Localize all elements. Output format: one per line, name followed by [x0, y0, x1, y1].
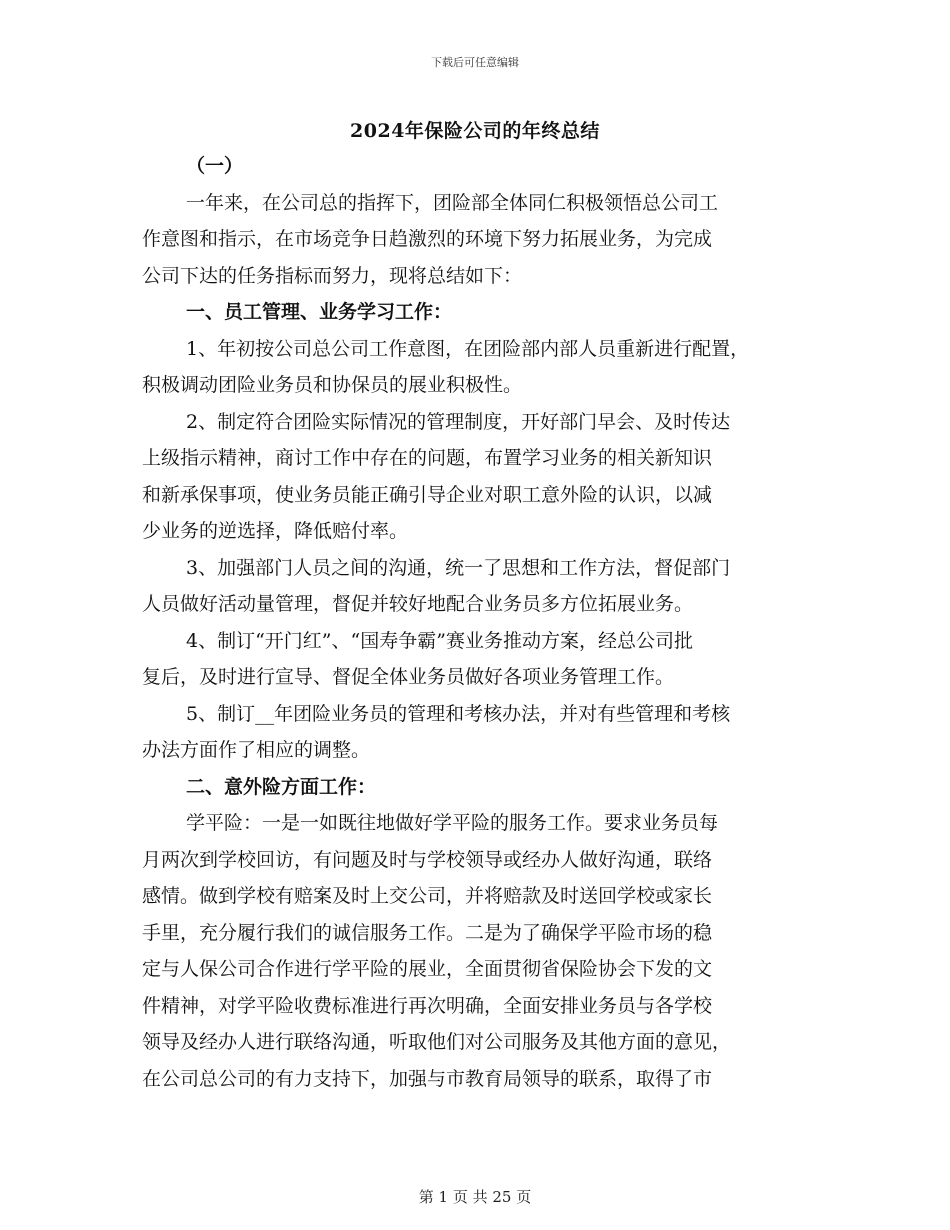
- body-text-line: 作意图和指示，在市场竞争日趋激烈的环境下努力拓展业务，为完成: [142, 228, 713, 250]
- body-text-line: 积极调动团险业务员和协保员的展业积极性。: [142, 374, 523, 396]
- body-text-line: 上级指示精神，商讨工作中存在的问题，布置学习业务的相关新知识: [142, 447, 713, 469]
- body-text-line: 领导及经办人进行联络沟通，听取他们对公司服务及其他方面的意见，: [142, 1031, 732, 1053]
- header-note: 下载后可任意编辑: [431, 56, 519, 69]
- body-text-line: 复后，及时进行宣导、督促全体业务员做好各项业务管理工作。: [142, 666, 675, 688]
- body-text-line: 和新承保事项，使业务员能正确引导企业对职工意外险的认识，以减: [142, 483, 713, 506]
- document-body: [142, 148, 822, 1097]
- body-text-line: 一年来，在公司总的指挥下，团险部全体同仁积极领悟总公司工: [186, 191, 719, 214]
- body-text-line: 手里，充分履行我们的诚信服务工作。二是为了确保学平险市场的稳: [142, 921, 713, 944]
- body-text-line: 感情。做到学校有赔案及时上交公司，并将赔款及时送回学校或家长: [142, 885, 713, 907]
- body-text-line: 件精神，对学平险收费标准进行再次明确，全面安排业务员与各学校: [142, 994, 713, 1017]
- body-text-line: 公司下达的任务指标而努力，现将总结如下：: [142, 264, 523, 287]
- body-text-line: 在公司总公司的有力支持下，加强与市教育局领导的联系，取得了市: [142, 1067, 713, 1090]
- body-text-line: 人员做好活动量管理，督促并较好地配合业务员多方位拓展业务。: [142, 593, 694, 615]
- body-text-line: 定与人保公司合作进行学平险的展业，全面贯彻省保险协会下发的文: [142, 958, 713, 980]
- body-text-line: 1、年初按公司总公司工作意图，在团险部内部人员重新进行配置，: [186, 337, 750, 360]
- body-text-line: 3、加强部门人员之间的沟通，统一了思想和工作方法，督促部门: [186, 556, 731, 579]
- body-text-line: 学平险：一是一如既往地做好学平险的服务工作。要求业务员每: [186, 812, 719, 834]
- body-text-line: 2、制定符合团险实际情况的管理制度，开好部门早会、及时传达: [186, 410, 731, 433]
- section-heading: 二、意外险方面工作：: [186, 775, 377, 798]
- body-text-line: 5、制订__年团险业务员的管理和考核办法，并对有些管理和考核: [186, 702, 731, 725]
- section-heading: 一、员工管理、业务学习工作：: [186, 301, 453, 323]
- page-footer: 第 1 页 共 25 页: [418, 1188, 532, 1206]
- body-text-line: 办法方面作了相应的调整。: [142, 739, 371, 761]
- section-heading: （一）: [186, 155, 244, 177]
- body-text-line: 4、制订“开门红”、“国寿争霸”赛业务推动方案，经总公司批: [186, 629, 693, 652]
- body-text-line: 少业务的逆选择，降低赔付率。: [142, 520, 409, 542]
- document-title: 2024年保险公司的年终总结: [350, 120, 600, 142]
- body-text-line: 月两次到学校回访，有问题及时与学校领导或经办人做好沟通，联络: [142, 848, 713, 871]
